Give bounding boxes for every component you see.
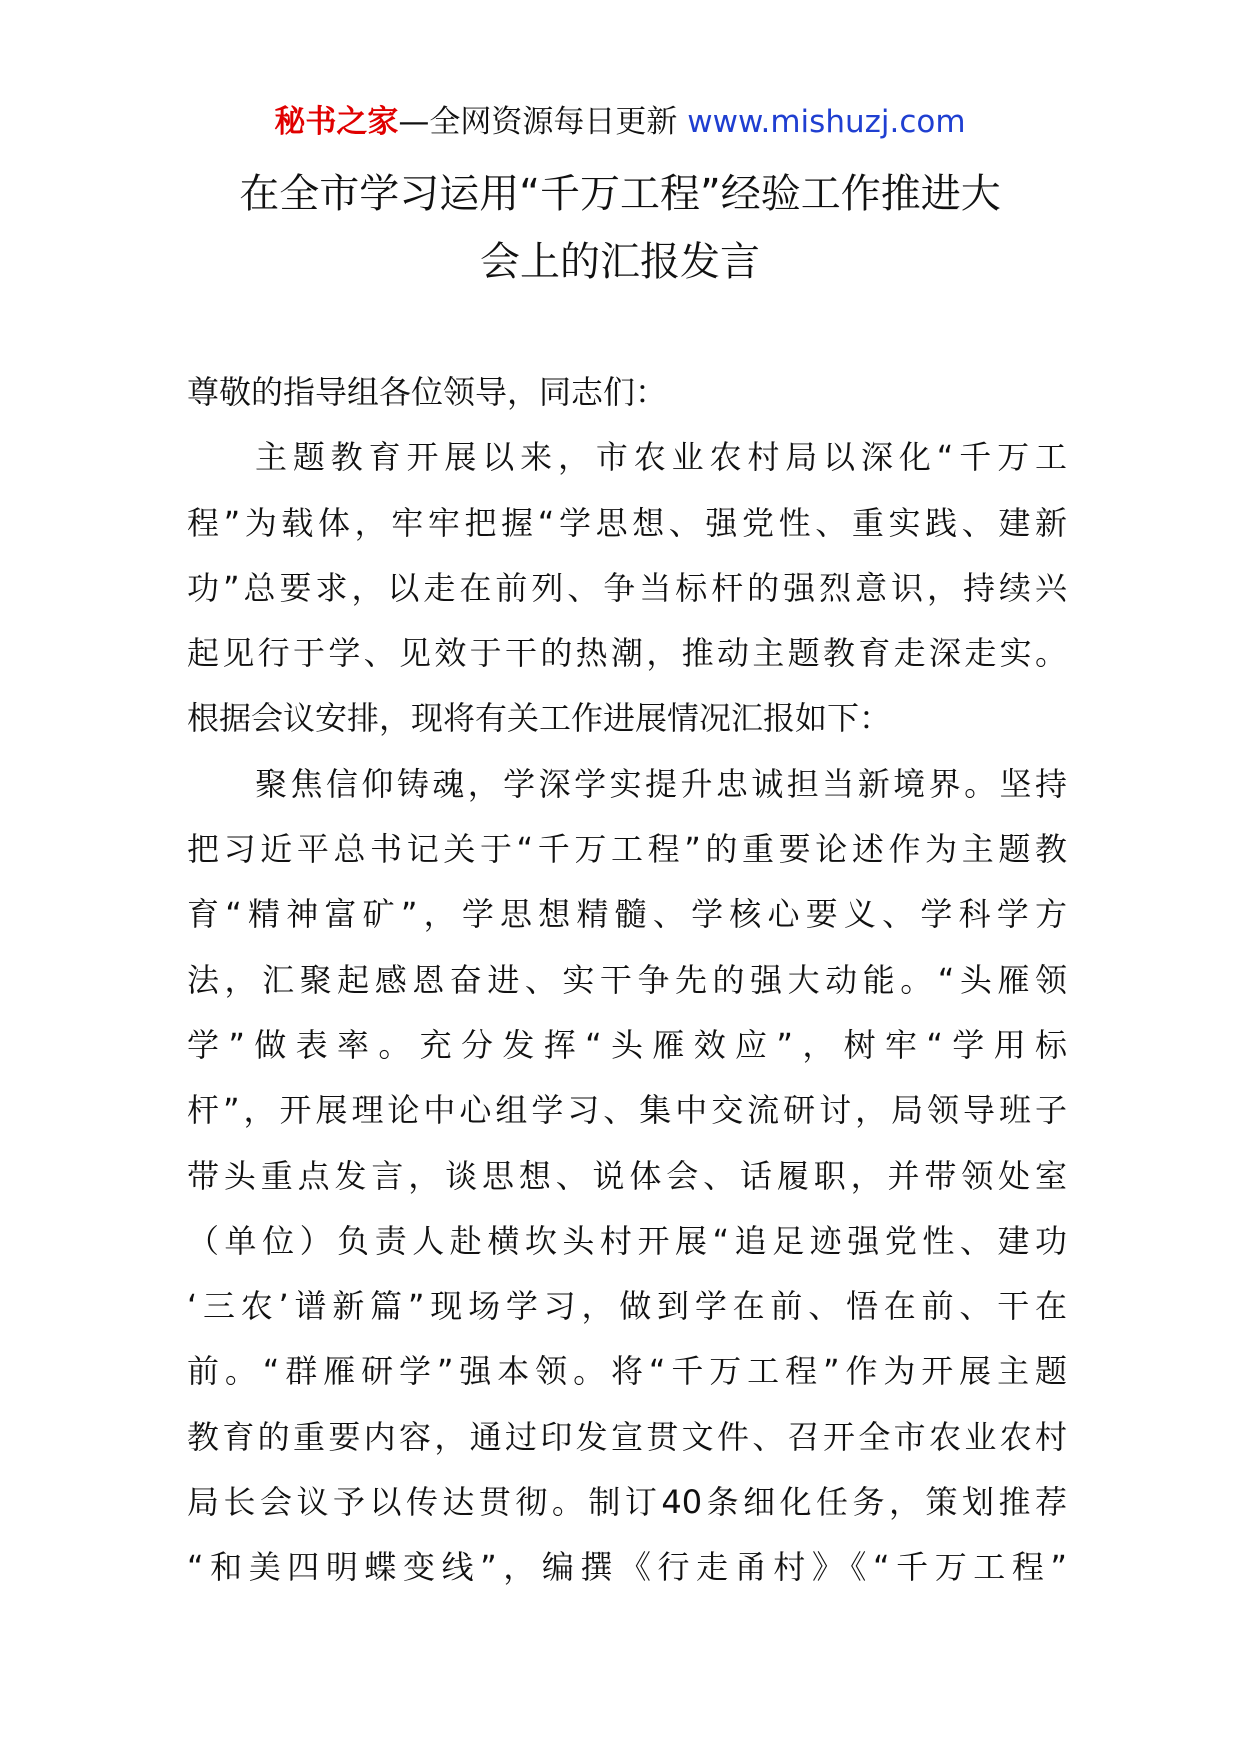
site-header	[0, 100, 1240, 144]
paragraph-line: “和美四明蝶变线”，编撰《行走甬村》《“千万工程”	[187, 1548, 1067, 1587]
paragraph-line: 根据会议安排，现将有关工作进展情况汇报如下：	[187, 699, 892, 738]
paragraph-line: 前。“群雁研学”强本领。将“千万工程”作为开展主题	[187, 1352, 1067, 1391]
paragraph-line: 带头重点发言，谈思想、说体会、话履职，并带领处室	[187, 1156, 1067, 1195]
paragraph-line: （单位）负责人赴横坎头村开展“追足迹强党性、建功	[187, 1221, 1067, 1260]
paragraph-line: 杆”，开展理论中心组学习、集中交流研讨，局领导班子	[187, 1091, 1067, 1130]
paragraph-line: 程”为载体，牢牢把握“学思想、强党性、重实践、建新	[187, 503, 1067, 542]
paragraph-line: 功”总要求，以走在前列、争当标杆的强烈意识，持续兴	[187, 568, 1067, 607]
paragraph-line: 学”做表率。充分发挥“头雁效应”，树牢“学用标	[187, 1025, 1067, 1064]
paragraph-line: 教育的重要内容，通过印发宣贯文件、召开全市农业农村	[187, 1417, 1067, 1456]
header-slogan: —全网资源每日更新	[398, 104, 688, 140]
paragraph-line: 起见行于学、见效于干的热潮，推动主题教育走深走实。	[187, 634, 1067, 673]
site-url-link[interactable]: www.mishuzj.com	[687, 104, 966, 140]
title-line: 会上的汇报发言	[480, 239, 760, 285]
paragraph-line: 把习近平总书记关于“千万工程”的重要论述作为主题教	[187, 830, 1067, 869]
document-body	[187, 360, 1067, 1601]
title-line: 在全市学习运用“千万工程”经验工作推进大	[239, 171, 1001, 217]
paragraph-line: 主题教育开展以来，市农业农村局以深化“千万工	[255, 438, 1067, 477]
brand-name: 秘书之家	[274, 104, 399, 140]
salutation: 尊敬的指导组各位领导，同志们：	[187, 373, 668, 411]
paragraph-line: 育“精神富矿”，学思想精髓、学核心要义、学科学方	[187, 895, 1067, 934]
paragraph-line: ‘三农’谱新篇”现场学习，做到学在前、悟在前、干在	[187, 1287, 1067, 1326]
paragraph-line: 法，汇聚起感恩奋进、实干争先的强大动能。“头雁领	[187, 960, 1067, 999]
paragraph-line: 局长会议予以传达贯彻。制订40条细化任务，策划推荐	[187, 1483, 1067, 1522]
document-title	[150, 160, 1090, 296]
paragraph-line: 聚焦信仰铸魂，学深学实提升忠诚担当新境界。坚持	[255, 764, 1067, 803]
